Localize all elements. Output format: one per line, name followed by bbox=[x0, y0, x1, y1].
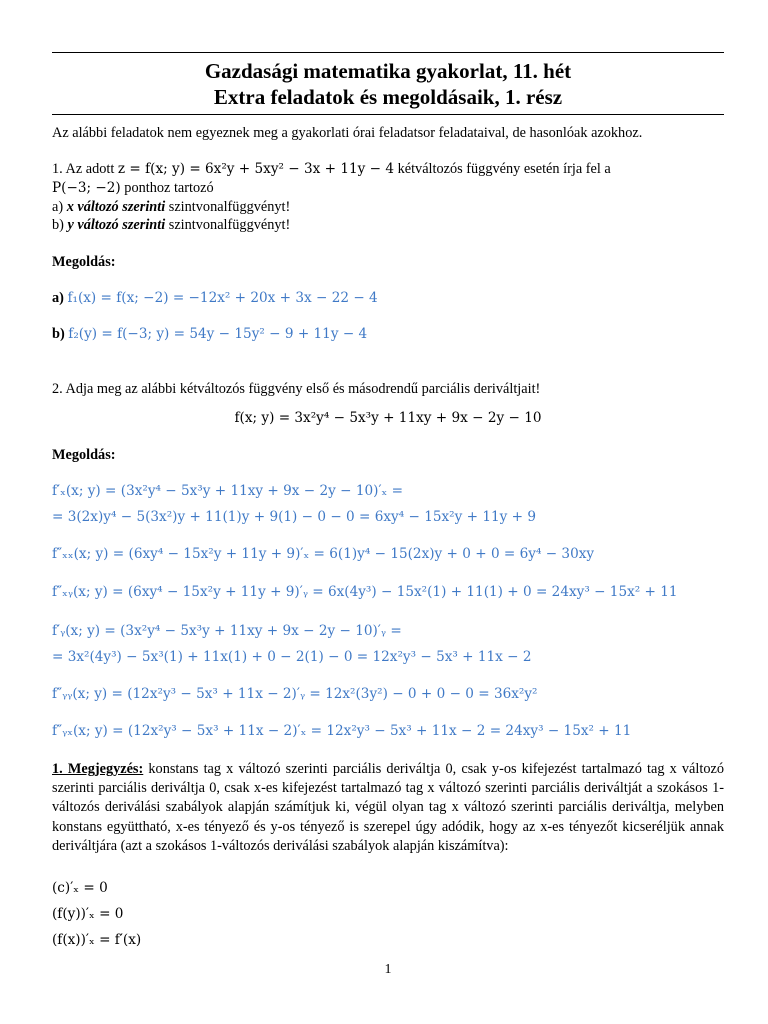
task2-formula: f(x; y) = 3x²y⁴ − 5x³y + 11xy + 9x − 2y − 10 bbox=[234, 410, 542, 426]
page-number: 1 bbox=[384, 962, 392, 977]
task1-item-b bbox=[52, 216, 290, 235]
solution2-line-1: f′ₓ(x; y) = (3x²y⁴ − 5x³y + 11xy + 9x − 2y − 10)′ₓ = bbox=[52, 483, 404, 499]
task1-b-bold: y változó szerinti bbox=[67, 217, 166, 233]
solution2-line-2: = 3(2x)y⁴ − 5(3x²)y + 11(1)y + 9(1) − 0 − 0 = 6xy⁴ − 15x²y + 11y + 9 bbox=[52, 509, 536, 525]
task1-point: P(−3; −2) bbox=[52, 180, 121, 196]
solution2-line-8: f″ᵧₓ(x; y) = (12x²y³ − 5x³ + 11x − 2)′ₓ = 12x²y³ − 5x³ + 11x − 2 = 24xy³ − 15x² + 11 bbox=[52, 723, 632, 739]
task1-a-label: a) bbox=[52, 199, 67, 215]
intro-text: Az alábbi feladatok nem egyeznek meg a gyakorlati órai feladatsor feladataival, de hasonlóak azokhoz. bbox=[52, 125, 643, 141]
note-rule-3: (f(x))′ₓ = f′(x) bbox=[52, 932, 142, 948]
task2-text: 2. Adja meg az alábbi kétváltozós függvény első és másodrendű parciális deriváltjait! bbox=[52, 381, 541, 397]
solution1-b-formula: f₂(y) = f(−3; y) = 54y − 15y² − 9 + 11y − 4 bbox=[68, 326, 368, 342]
solution2-line-7: f″ᵧᵧ(x; y) = (12x²y³ − 5x³ + 11x − 2)′ᵧ = 12x²(3y²) − 0 + 0 − 0 = 36x²y² bbox=[52, 686, 538, 702]
solution2-line-3: f″ₓₓ(x; y) = (6xy⁴ − 15x²y + 11y + 9)′ₓ = 6(1)y⁴ − 15(2x)y + 0 + 0 = 6y⁴ − 30xy bbox=[52, 546, 595, 562]
solution2-line-5: f′ᵧ(x; y) = (3x²y⁴ − 5x³y + 11xy + 9x − 2y − 10)′ᵧ = bbox=[52, 623, 402, 639]
solution1-a-formula: f₁(x) = f(x; −2) = −12x² + 20x + 3x − 22 − 4 bbox=[67, 290, 378, 306]
solution2-heading: Megoldás: bbox=[52, 447, 116, 463]
solution1-a-label: a) bbox=[52, 290, 68, 306]
solution1-b bbox=[52, 325, 367, 344]
task1-lead: 1. Az adott bbox=[52, 161, 118, 177]
task1-b-tail: szintvonalfüggvényt! bbox=[165, 217, 291, 233]
solution1-a bbox=[52, 289, 378, 308]
document-page bbox=[52, 0, 724, 1024]
solution2-line-4: f″ₓᵧ(x; y) = (6xy⁴ − 15x²y + 11y + 9)′ᵧ = 6x(4y³) − 15x²(1) + 11(1) + 0 = 24xy³ − 15x² + 11 bbox=[52, 584, 678, 600]
task1-line2-tail: ponthoz tartozó bbox=[120, 180, 214, 196]
task1-item-a bbox=[52, 198, 290, 217]
task1-a-tail: szintvonalfüggvényt! bbox=[165, 199, 291, 215]
note-rule-2: (f(y))′ₓ = 0 bbox=[52, 906, 124, 922]
solution2-line-6: = 3x²(4y³) − 5x³(1) + 11x(1) + 0 − 2(1) − 0 = 12x²y³ − 5x³ + 11x − 2 bbox=[52, 649, 532, 665]
task1-formula: z = f(x; y) = 6x²y + 5xy² − 3x + 11y − 4 bbox=[117, 161, 394, 177]
note-rule-1: (c)′ₓ = 0 bbox=[52, 880, 108, 896]
header-rule-bottom bbox=[52, 114, 724, 115]
task1-b-label: b) bbox=[52, 217, 68, 233]
document-subtitle: Extra feladatok és megoldásaik, 1. rész bbox=[213, 85, 563, 109]
note-text: konstans tag x változó szerinti parciális deriváltja 0, csak y-os kifejezést tartalmazó tag x változó szerinti parciális deriváltja 0, csak x-es kifejezést tartalmazó tag x változó szerinti parciális deriváltját a szokásos 1-változós deriválási szabályok alapján számítjuk ki, végül olyan tag x változó szerinti parciális deriváltja, melyben konstans együttható, x-es tényező és y-os tényező is szerepel úgy adódik, hogy az x-es tényezőt kicseréljük annak deriváltjára (azt a szokásos 1-változós deriválási szabályok alapján kiszámítva): bbox=[52, 761, 724, 854]
document-title: Gazdasági matematika gyakorlat, 11. hét bbox=[204, 59, 572, 83]
solution1-b-label: b) bbox=[52, 326, 69, 342]
task1-a-bold: x változó szerinti bbox=[66, 199, 166, 215]
note-label: 1. Megjegyzés: bbox=[52, 761, 144, 777]
solution1-heading: Megoldás: bbox=[52, 254, 116, 270]
task1-tail: kétváltozós függvény esetén írja fel a bbox=[394, 161, 611, 177]
note-paragraph bbox=[52, 760, 724, 856]
task1-line1 bbox=[52, 160, 611, 179]
task1-line2 bbox=[52, 179, 214, 198]
header-rule-top bbox=[52, 52, 724, 53]
